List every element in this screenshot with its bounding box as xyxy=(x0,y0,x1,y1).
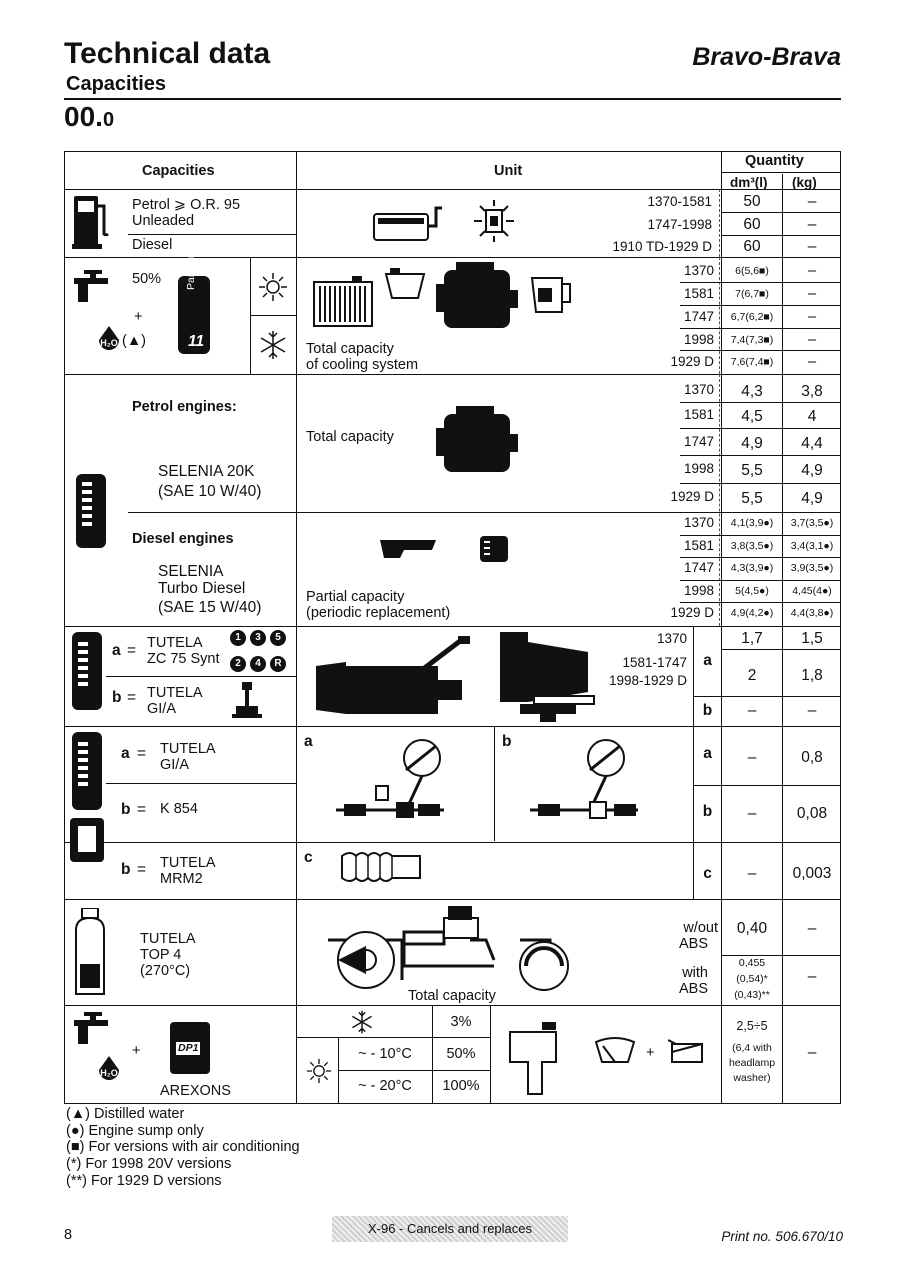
petrol-engines-heading: Petrol engines: xyxy=(132,399,237,415)
washer-temp-3: ~ - 20°C xyxy=(358,1078,412,1094)
oil-partial-engine-5: 1929 D xyxy=(670,605,714,620)
tutela-can-label-icon xyxy=(78,642,88,688)
fuel-dm3-2: 60 xyxy=(743,216,761,233)
row-rule-gearbox xyxy=(64,726,841,727)
washer-brand: AREXONS xyxy=(160,1083,231,1099)
oil-partial-kg-4: 4,45(4●) xyxy=(792,585,832,597)
gearbox-b-eq: = xyxy=(127,689,137,706)
fuel-kg-2: – xyxy=(807,216,817,233)
oil-partial-dm3-5: 4,9(4,2●) xyxy=(730,607,774,619)
water-tap-icon xyxy=(70,270,122,306)
washer-plus-2: + xyxy=(646,1045,655,1061)
fuel-unleaded: Unleaded xyxy=(132,213,195,229)
oil-partial-kg-5: 4,4(3,8●) xyxy=(790,607,834,619)
oil-total-dm3-1: 4,3 xyxy=(741,383,763,400)
col-divider-1b xyxy=(296,626,297,726)
distilled-water-drop-icon xyxy=(96,326,122,354)
washer-dm3-3: headlamp xyxy=(728,1057,776,1069)
gearbox-1370-rule xyxy=(721,649,841,650)
col-divider-1c xyxy=(296,726,297,899)
steering-b1-oil: K 854 xyxy=(160,801,198,817)
cooling-plus: + xyxy=(134,309,143,325)
cooling-kg-1: – xyxy=(807,263,817,279)
cooling-row-rule-2 xyxy=(680,305,841,306)
revision-stamp: X-96 - Cancels and replaces xyxy=(332,1216,568,1242)
washer-pct-col-right xyxy=(490,1005,491,1104)
washer-dm3-2: (6,4 with xyxy=(732,1042,772,1054)
cooling-kg-2: – xyxy=(807,286,817,302)
steering-b1-label: b xyxy=(121,801,131,818)
power-steering-rack-icon xyxy=(336,736,446,826)
steering-fig-rule xyxy=(296,842,841,843)
washer-sun-icon xyxy=(306,1058,332,1084)
row-rule-head xyxy=(64,189,841,190)
fuel-engine-1: 1370-1581 xyxy=(647,194,712,209)
brake-with-2: ABS xyxy=(678,981,708,997)
oil-total-engine-2: 1581 xyxy=(683,407,714,422)
svg-text:H₂O: H₂O xyxy=(100,1068,118,1078)
gearbox-ab-rule xyxy=(693,696,841,697)
paraflu-can-number: 11 xyxy=(188,333,205,350)
oil-total-engine-3: 1747 xyxy=(683,434,714,449)
steering-a-oil-2: GI/A xyxy=(160,757,190,773)
gear-r-icon: R xyxy=(270,656,286,672)
diesel-oil-2: Turbo Diesel xyxy=(158,580,246,597)
gearbox-kg-1370: 1,5 xyxy=(801,630,823,647)
header-capacities: Capacities xyxy=(142,163,215,179)
oil-total-dm3-2: 4,5 xyxy=(741,408,763,425)
cooling-dm3-3: 6,7(6,2■) xyxy=(730,311,774,323)
row-rule-cooling xyxy=(64,374,841,375)
oil-sump-icon xyxy=(380,536,440,560)
fuel-diesel: Diesel xyxy=(132,237,173,253)
row-rule-steering xyxy=(64,899,841,900)
note-distilled-water: (▲) Distilled water xyxy=(66,1106,185,1122)
note-engine-sump: (●) Engine sump only xyxy=(66,1123,204,1139)
note-1998-20v: (*) For 1998 20V versions xyxy=(66,1156,232,1172)
gearbox-a-oil-1: TUTELA xyxy=(147,635,203,651)
manual-steering-rack-icon xyxy=(530,736,640,826)
washer-pct-3: 100% xyxy=(442,1078,480,1094)
steering-a-eq: = xyxy=(137,745,147,762)
oil-total-dm3-3: 4,9 xyxy=(741,435,763,452)
gearbox-a-oil-2: ZC 75 Synt xyxy=(147,651,220,667)
washer-plus: + xyxy=(132,1043,141,1059)
page-number: 8 xyxy=(64,1227,73,1243)
washer-dm3-1: 2,5÷5 xyxy=(736,1019,768,1033)
oil-partial-rule-2 xyxy=(680,557,841,558)
brake-oil-1: TUTELA xyxy=(140,931,196,947)
oil-partial-engine-2: 1581 xyxy=(683,538,714,553)
gearbox-kg-a: 1,8 xyxy=(801,667,823,684)
windscreen-wiper-icon xyxy=(594,1036,636,1066)
cooling-row-rule-3 xyxy=(680,328,841,329)
header-dm3: dm³(l) xyxy=(730,175,768,190)
steering-b2-oil-2: MRM2 xyxy=(160,871,203,887)
washer-kg: – xyxy=(807,1044,817,1061)
oil-left-divider xyxy=(128,512,296,513)
brake-circuit-icon xyxy=(320,904,580,994)
cooling-kg-4: – xyxy=(807,332,817,348)
gearbox-dm3-1370: 1,7 xyxy=(741,630,763,647)
diesel-oil-1: SELENIA xyxy=(158,563,224,580)
cooling-label-1: Total capacity xyxy=(306,341,394,357)
oil-partial-engine-3: 1747 xyxy=(683,560,714,575)
oil-partial-label-1: Partial capacity xyxy=(306,589,405,605)
brake-wout-2: ABS xyxy=(678,936,708,952)
washer-water-tap-icon xyxy=(70,1012,122,1048)
header-quantity: Quantity xyxy=(745,153,804,169)
oil-total-dm3-5: 5,5 xyxy=(741,490,763,507)
cooling-engine-5: 1929 D xyxy=(670,354,714,369)
washer-dm3-4: washer) xyxy=(733,1072,771,1084)
washer-temp-2: ~ - 10°C xyxy=(358,1046,412,1062)
brake-oil-3: (270°C) xyxy=(140,963,191,979)
petrol-oil-1: SELENIA 20K xyxy=(158,463,255,480)
oil-partial-dm3-4: 5(4,5●) xyxy=(735,585,769,597)
note-air-conditioning: (■) For versions with air conditioning xyxy=(66,1139,300,1155)
brake-with-dm3-2: (0,54)* xyxy=(736,973,768,985)
steering-kg-a: 0,8 xyxy=(801,749,823,766)
steering-row-c: c xyxy=(703,865,712,882)
oil-total-rule-2 xyxy=(680,428,841,429)
steering-dm3-b: – xyxy=(747,805,757,822)
cooling-label-2: of cooling system xyxy=(306,357,419,373)
gear-3-icon: 3 xyxy=(250,630,266,646)
note-1929d: (**) For 1929 D versions xyxy=(66,1173,222,1189)
oil-partial-rule-4 xyxy=(680,602,841,603)
steering-row-a: a xyxy=(703,745,712,762)
gear-2-icon: 2 xyxy=(230,656,246,672)
brake-with-dm3-1: 0,455 xyxy=(738,957,766,969)
washer-snowflake-icon xyxy=(350,1010,374,1034)
oil-total-dm3-4: 5,5 xyxy=(741,462,763,479)
fuel-row-rule-2 xyxy=(721,235,841,236)
dp1-bottle-label: DP1 xyxy=(178,1042,199,1054)
fuel-row-rule-1 xyxy=(721,212,841,213)
steering-row-b: b xyxy=(702,803,713,820)
cooling-kg-3: – xyxy=(807,309,817,325)
oil-total-engine-5: 1929 D xyxy=(670,489,714,504)
fuel-kg-1: – xyxy=(807,193,817,210)
fuel-gauge-icon xyxy=(470,200,520,244)
oil-total-engine-4: 1998 xyxy=(683,461,714,476)
cooling-engine-3: 1747 xyxy=(683,309,714,324)
steering-kg-b: 0,08 xyxy=(796,805,828,822)
gearbox-engine-2: 1581-1747 xyxy=(622,655,687,670)
steering-b2-oil-1: TUTELA xyxy=(160,855,216,871)
oil-total-kg-2: 4 xyxy=(807,408,817,425)
paraflu-can-label: Paraflu xyxy=(185,256,197,290)
steering-fig-b: b xyxy=(502,733,512,750)
oil-partial-dm3-3: 4,3(3,9●) xyxy=(730,562,774,574)
steering-a-label: a xyxy=(121,745,130,762)
cooling-icon-rule xyxy=(250,315,296,316)
gear-pattern-icon xyxy=(230,630,288,674)
washer-pct-2: 50% xyxy=(446,1046,476,1062)
cooling-row-rule-1 xyxy=(680,282,841,283)
gearbox-b-oil-1: TUTELA xyxy=(147,685,203,701)
gear-4-icon: 4 xyxy=(250,656,266,672)
row-rule-oil xyxy=(64,626,841,627)
brake-wout-1: w/out xyxy=(683,920,718,936)
oil-partial-kg-3: 3,9(3,5●) xyxy=(790,562,834,574)
col-divider-1e xyxy=(296,1005,297,1104)
oil-partial-dm3-2: 3,8(3,5●) xyxy=(730,540,774,552)
page-title: Technical data xyxy=(64,37,271,70)
gearbox-kg-b: – xyxy=(807,702,817,719)
cv-joint-boot-icon xyxy=(340,846,422,892)
oil-total-kg-4: 4,9 xyxy=(801,462,823,479)
fuel-divider xyxy=(128,234,296,235)
header-rule xyxy=(64,98,841,100)
cooling-dm3-5: 7,6(7,4■) xyxy=(730,356,774,368)
cooling-water-mark: (▲) xyxy=(122,333,147,349)
oil-total-kg-3: 4,4 xyxy=(801,435,823,452)
diesel-engines-heading: Diesel engines xyxy=(132,531,234,547)
petrol-oil-2: (SAE 10 W/40) xyxy=(158,483,262,500)
oil-total-rule-4 xyxy=(680,483,841,484)
oil-total-kg-5: 4,9 xyxy=(801,490,823,507)
oil-partial-label-2: (periodic replacement) xyxy=(306,605,451,621)
washer-reservoir-icon xyxy=(508,1020,560,1096)
brake-fluid-bottle-icon xyxy=(70,908,110,998)
header-unit: Unit xyxy=(494,163,523,179)
cooling-percent: 50% xyxy=(132,271,162,287)
brake-with-dm3-3: (0,43)** xyxy=(734,989,770,1001)
page-subtitle: Capacities xyxy=(66,73,167,95)
oil-partial-engine-4: 1998 xyxy=(683,583,714,598)
steering-b2-eq: = xyxy=(137,861,147,878)
gearbox-a-label: a xyxy=(112,642,121,659)
headlamp-washer-icon xyxy=(668,1038,708,1066)
steering-b1-eq: = xyxy=(137,801,147,818)
gear-lever-icon xyxy=(232,682,262,720)
svg-text:H₂O: H₂O xyxy=(100,338,118,348)
oil-right-divider xyxy=(296,512,841,513)
cooling-dm3-2: 7(6,7■) xyxy=(735,288,769,300)
gearbox-engine-3: 1998-1929 D xyxy=(608,673,687,688)
quantity-rule xyxy=(721,172,841,173)
steering-ab-rule xyxy=(693,785,841,786)
oil-engine-icon xyxy=(436,406,520,480)
brake-with-1: with xyxy=(682,965,708,981)
sun-icon xyxy=(258,272,288,302)
gearbox-row-a: a xyxy=(703,652,712,669)
gear-1-icon: 1 xyxy=(230,630,246,646)
brake-wout-dm3: 0,40 xyxy=(736,920,768,937)
steering-dm3-c: – xyxy=(747,865,757,882)
fuel-engine-2: 1747-1998 xyxy=(647,217,712,232)
k854-can-label-icon xyxy=(78,826,96,852)
steering-dm3-a: – xyxy=(747,749,757,766)
cooling-row-rule-4 xyxy=(680,350,841,351)
oil-partial-rule-3 xyxy=(680,580,841,581)
brake-total-label: Total capacity xyxy=(408,988,496,1004)
oil-partial-rule-1 xyxy=(680,535,841,536)
engine-block-icon xyxy=(436,262,520,336)
steering-fig-a: a xyxy=(304,733,313,750)
oil-partial-engine-1: 1370 xyxy=(683,515,714,530)
radiator-icon xyxy=(312,276,374,328)
oil-partial-dm3-1: 4,1(3,9●) xyxy=(730,517,774,529)
selenia-can-label-icon xyxy=(82,482,92,528)
steering-fig-divider xyxy=(494,726,495,841)
cooling-dm3-1: 6(5,6■) xyxy=(735,265,769,277)
header-kg: (kg) xyxy=(792,175,817,190)
fuel-tank-icon xyxy=(372,204,444,244)
oil-total-label: Total capacity xyxy=(306,429,394,445)
col-divider-1d xyxy=(296,899,297,1005)
cooling-engine-2: 1581 xyxy=(683,286,714,301)
oil-total-rule-1 xyxy=(680,402,841,403)
oil-partial-kg-1: 3,7(3,5●) xyxy=(790,517,834,529)
steering-b2-label: b xyxy=(121,861,131,878)
oil-total-kg-1: 3,8 xyxy=(801,383,823,400)
cooling-kg-5: – xyxy=(807,354,817,370)
brake-wout-kg: – xyxy=(807,920,817,937)
cooling-engine-4: 1998 xyxy=(683,332,714,347)
steering-fig-c: c xyxy=(304,849,313,866)
brake-oil-2: TOP 4 xyxy=(140,947,182,963)
fuel-dm3-3: 60 xyxy=(743,238,761,255)
gearbox-a-eq: = xyxy=(127,642,137,659)
brake-with-kg: – xyxy=(807,968,817,985)
washer-rule-1 xyxy=(296,1037,490,1038)
gearbox-left-divider xyxy=(106,676,296,677)
coolant-jug-icon xyxy=(528,276,574,316)
expansion-tank-icon xyxy=(382,268,428,302)
steering-kg-c: 0,003 xyxy=(792,865,832,882)
washer-water-drop-icon xyxy=(96,1056,122,1084)
fuel-petrol: Petrol ⩾ O.R. 95 xyxy=(132,197,241,213)
washer-rule-2 xyxy=(338,1070,490,1071)
gear-5-icon: 5 xyxy=(270,630,286,646)
fuel-engine-3: 1910 TD-1929 D xyxy=(612,239,712,254)
cooling-engine-1: 1370 xyxy=(683,263,714,278)
gearbox-dm3-b: – xyxy=(747,702,757,719)
steering-a-oil-1: TUTELA xyxy=(160,741,216,757)
section-code: 00.0 xyxy=(64,101,115,132)
tutela-gia-can-label-icon xyxy=(78,742,88,788)
fuel-pump-icon xyxy=(72,192,110,250)
steering-left-rule-1 xyxy=(106,783,296,784)
oil-partial-kg-2: 3,4(3,1●) xyxy=(790,540,834,552)
row-rule-fuel xyxy=(64,257,841,258)
gearbox-dm3-a: 2 xyxy=(747,667,757,684)
washer-pct-1: 3% xyxy=(450,1014,472,1030)
gearbox-row-b: b xyxy=(702,702,713,719)
brand-name: Bravo-Brava xyxy=(692,43,841,71)
col-divider-1 xyxy=(296,151,297,626)
print-number: Print no. 506.670/10 xyxy=(721,1229,843,1244)
diesel-oil-3: (SAE 15 W/40) xyxy=(158,599,262,616)
snowflake-icon xyxy=(258,330,288,360)
gearbox-icon xyxy=(314,636,474,718)
oil-total-engine-1: 1370 xyxy=(683,382,714,397)
oil-filter-icon xyxy=(476,532,510,564)
gearbox-engine-1: 1370 xyxy=(656,631,687,646)
gearbox-b-label: b xyxy=(112,689,122,706)
fuel-dm3-1: 50 xyxy=(743,193,761,210)
cooling-dm3-4: 7,4(7,3■) xyxy=(730,334,774,346)
row-rule-brake xyxy=(64,1005,841,1006)
fuel-kg-3: – xyxy=(807,238,817,255)
oil-total-rule-3 xyxy=(680,455,841,456)
gearbox-b-oil-2: GI/A xyxy=(147,701,177,717)
